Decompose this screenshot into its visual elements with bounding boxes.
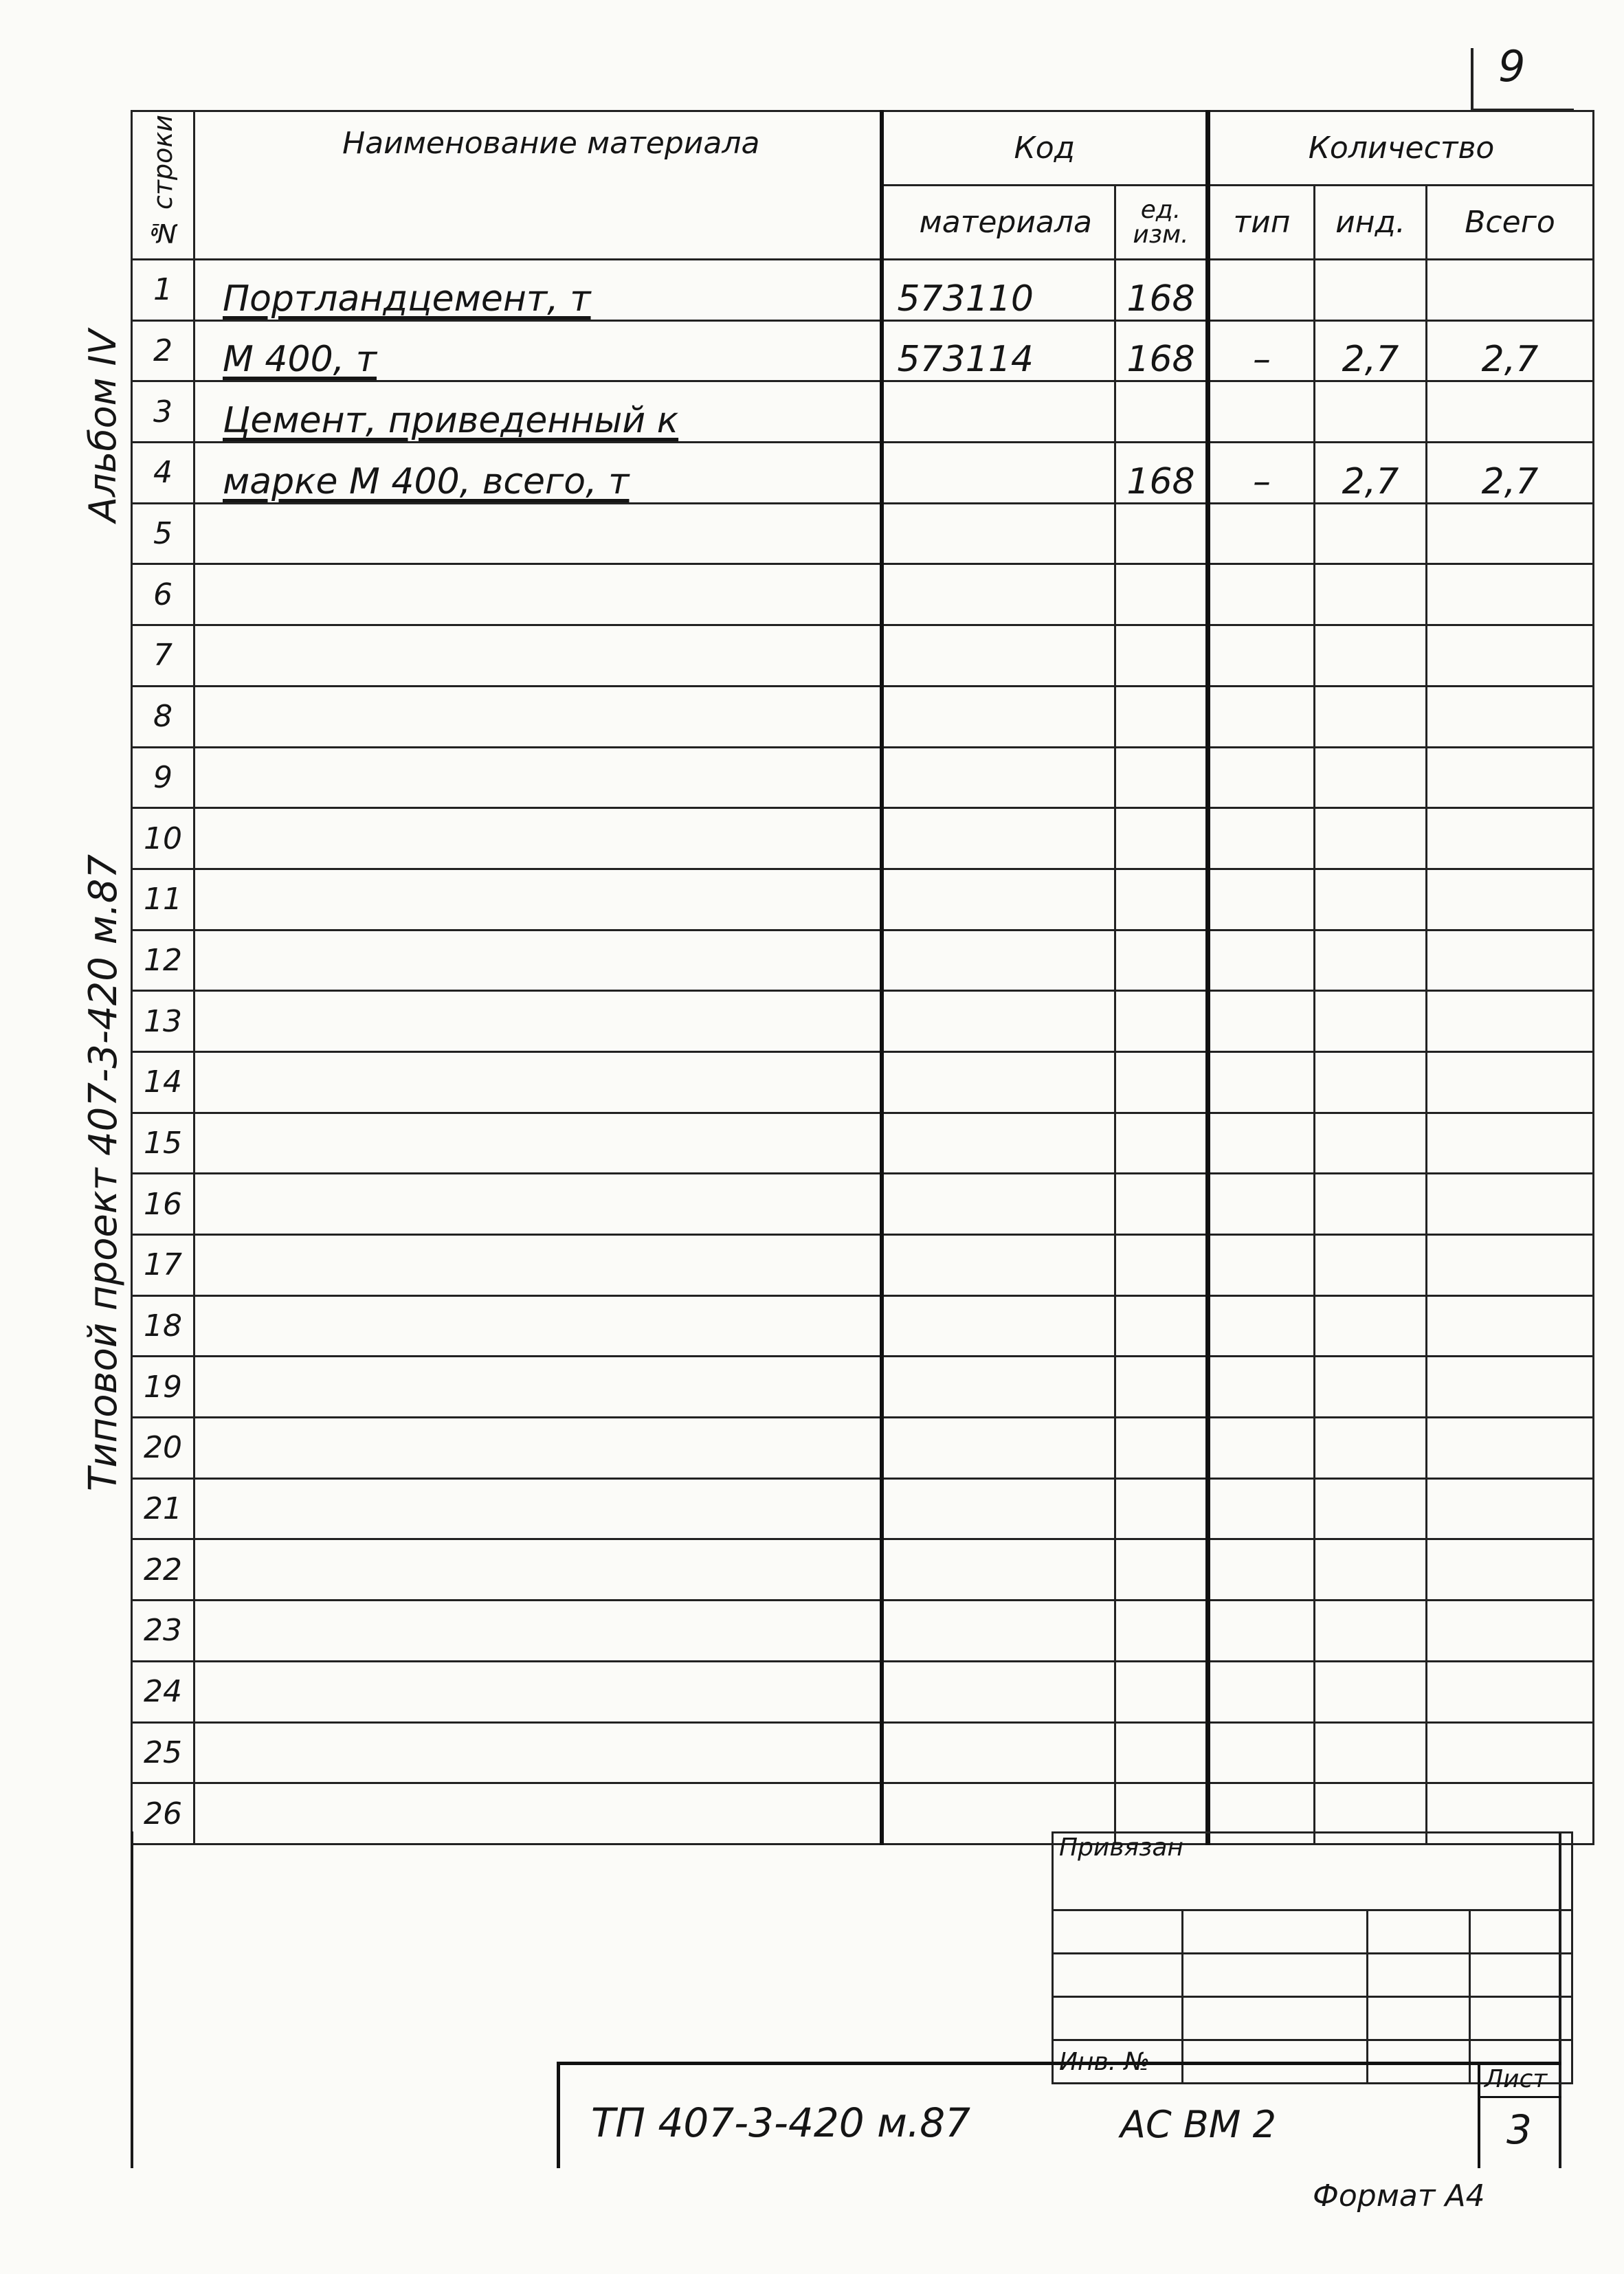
page-number-divider: [1471, 48, 1473, 110]
unit-code-cell: [1115, 1722, 1208, 1783]
qty-typ-cell: [1208, 381, 1315, 443]
row-number-cell: 12: [132, 930, 194, 991]
row-number-cell: 6: [132, 564, 194, 625]
qty-typ-cell: [1208, 930, 1315, 991]
table-row: [132, 443, 1594, 504]
qty-ind-cell: [1315, 747, 1427, 808]
material-code-cell: [882, 991, 1115, 1052]
material-code-cell: [882, 1113, 1115, 1174]
qty-typ-cell: –: [1208, 443, 1315, 504]
table-row: [132, 1418, 1594, 1479]
material-name-cell: [194, 1357, 882, 1418]
row-number-cell: 17: [132, 1235, 194, 1296]
row-number-cell: 19: [132, 1357, 194, 1418]
table-row: [132, 1174, 1594, 1235]
qty-ind-cell: [1315, 930, 1427, 991]
table-row: [132, 808, 1594, 869]
qty-total-cell: [1427, 1113, 1594, 1174]
material-name-cell: [194, 503, 882, 564]
qty-total-cell: 2,7: [1427, 320, 1594, 381]
unit-code-cell: [1115, 1601, 1208, 1662]
qty-ind-cell: [1315, 991, 1427, 1052]
project-caption: Типовой проект 407-3-420 м.87: [81, 854, 126, 1491]
table-row: [132, 686, 1594, 747]
qty-ind-cell: [1315, 1601, 1427, 1662]
materials-table: [131, 110, 1594, 1845]
qty-total-cell: [1427, 747, 1594, 808]
qty-ind-cell: [1315, 1295, 1427, 1357]
material-code-cell: [882, 1357, 1115, 1418]
header-row-number: № строки: [132, 111, 194, 260]
header-quantity-group: Количество: [1208, 111, 1594, 186]
material-name-cell: Цемент, приведенный к: [194, 381, 882, 443]
row-number-cell: 25: [132, 1722, 194, 1783]
material-code-cell: 573110: [882, 260, 1115, 321]
bound-label: Привязан: [1053, 1833, 1572, 1910]
qty-typ-cell: [1208, 1357, 1315, 1418]
table-row: [132, 747, 1594, 808]
qty-total-cell: [1427, 1051, 1594, 1113]
qty-ind-cell: [1315, 625, 1427, 687]
row-number-cell: 7: [132, 625, 194, 687]
qty-total-cell: [1427, 1357, 1594, 1418]
qty-ind-cell: [1315, 1357, 1427, 1418]
document-mark: АС ВМ 2: [1120, 2103, 1276, 2146]
qty-ind-cell: [1315, 381, 1427, 443]
table-row: [132, 381, 1594, 443]
unit-code-cell: [1115, 1478, 1208, 1539]
table-row: [132, 1295, 1594, 1357]
material-name-cell: [194, 1601, 882, 1662]
sheet-label: Лист: [1484, 2065, 1548, 2093]
qty-total-cell: 2,7: [1427, 443, 1594, 504]
table-row: [132, 260, 1594, 321]
material-code-cell: [882, 625, 1115, 687]
qty-total-cell: [1427, 503, 1594, 564]
row-number-cell: 21: [132, 1478, 194, 1539]
table-row: [132, 1051, 1594, 1113]
table-row: [132, 1235, 1594, 1296]
qty-ind-cell: [1315, 869, 1427, 930]
table-row: [132, 1113, 1594, 1174]
qty-typ-cell: [1208, 1539, 1315, 1601]
material-name-cell: [194, 1051, 882, 1113]
material-code-cell: [882, 1722, 1115, 1783]
qty-typ-cell: [1208, 808, 1315, 869]
qty-typ-cell: [1208, 1661, 1315, 1722]
table-row: [132, 869, 1594, 930]
document-code: ТП 407-3-420 м.87: [591, 2099, 971, 2146]
row-number-cell: 9: [132, 747, 194, 808]
material-code-cell: [882, 1418, 1115, 1479]
row-number-cell: 18: [132, 1295, 194, 1357]
header-code-material: материала: [882, 186, 1115, 260]
table-row: [132, 1722, 1594, 1783]
table-row: [132, 1601, 1594, 1662]
unit-code-cell: [1115, 1418, 1208, 1479]
qty-typ-cell: [1208, 625, 1315, 687]
qty-ind-cell: [1315, 1174, 1427, 1235]
album-caption: Альбом IV: [81, 329, 124, 522]
qty-typ-cell: [1208, 747, 1315, 808]
table-row: [132, 320, 1594, 381]
material-name-cell: [194, 808, 882, 869]
qty-ind-cell: [1315, 686, 1427, 747]
material-name-cell: [194, 1661, 882, 1722]
qty-total-cell: [1427, 1295, 1594, 1357]
unit-code-cell: [1115, 1051, 1208, 1113]
unit-code-cell: [1115, 686, 1208, 747]
table-row: [132, 564, 1594, 625]
header-material-name: Наименование материала: [194, 111, 882, 260]
qty-typ-cell: [1208, 991, 1315, 1052]
material-name-cell: [194, 1235, 882, 1296]
sheet-value: 3: [1506, 2106, 1532, 2153]
qty-typ-cell: [1208, 869, 1315, 930]
qty-ind-cell: 2,7: [1315, 443, 1427, 504]
qty-total-cell: [1427, 991, 1594, 1052]
material-name-cell: М 400, т: [194, 320, 882, 381]
row-number-cell: 23: [132, 1601, 194, 1662]
material-code-cell: [882, 1235, 1115, 1296]
material-code-cell: [882, 503, 1115, 564]
row-number-cell: 16: [132, 1174, 194, 1235]
qty-ind-cell: [1315, 1722, 1427, 1783]
table-row: [132, 930, 1594, 991]
unit-code-cell: [1115, 930, 1208, 991]
qty-ind-cell: [1315, 260, 1427, 321]
unit-code-cell: [1115, 564, 1208, 625]
qty-total-cell: [1427, 381, 1594, 443]
qty-typ-cell: [1208, 686, 1315, 747]
qty-ind-cell: [1315, 564, 1427, 625]
unit-code-cell: [1115, 747, 1208, 808]
material-code-cell: [882, 564, 1115, 625]
material-name-cell: [194, 1295, 882, 1357]
qty-typ-cell: [1208, 1722, 1315, 1783]
row-number-cell: 1: [132, 260, 194, 321]
qty-total-cell: [1427, 1722, 1594, 1783]
unit-code-cell: [1115, 869, 1208, 930]
qty-typ-cell: [1208, 503, 1315, 564]
material-code-cell: [882, 1051, 1115, 1113]
row-number-cell: 13: [132, 991, 194, 1052]
qty-ind-cell: [1315, 1235, 1427, 1296]
material-code-cell: 573114: [882, 320, 1115, 381]
sheet-box-divider: [1478, 2096, 1561, 2098]
row-number-cell: 2: [132, 320, 194, 381]
qty-total-cell: [1427, 1418, 1594, 1479]
header-code-unit: ед. изм.: [1115, 186, 1208, 260]
unit-code-cell: [1115, 1357, 1208, 1418]
unit-code-cell: [1115, 1295, 1208, 1357]
table-row: [132, 1539, 1594, 1601]
unit-code-cell: [1115, 1661, 1208, 1722]
unit-code-cell: [1115, 503, 1208, 564]
row-number-cell: 26: [132, 1783, 194, 1844]
qty-total-cell: [1427, 869, 1594, 930]
material-code-cell: [882, 1478, 1115, 1539]
table-row: [132, 503, 1594, 564]
qty-ind-cell: [1315, 1478, 1427, 1539]
qty-total-cell: [1427, 1601, 1594, 1662]
qty-typ-cell: [1208, 1601, 1315, 1662]
material-name-cell: [194, 1722, 882, 1783]
qty-ind-cell: [1315, 808, 1427, 869]
material-name-cell: [194, 930, 882, 991]
material-name-cell: [194, 869, 882, 930]
page-number: 9: [1498, 41, 1526, 91]
material-code-cell: [882, 686, 1115, 747]
qty-typ-cell: [1208, 1051, 1315, 1113]
material-code-cell: [882, 443, 1115, 504]
qty-total-cell: [1427, 260, 1594, 321]
qty-typ-cell: [1208, 1174, 1315, 1235]
material-code-cell: [882, 381, 1115, 443]
qty-typ-cell: [1208, 1113, 1315, 1174]
table-body: [132, 260, 1594, 1844]
row-number-cell: 14: [132, 1051, 194, 1113]
row-number-cell: 3: [132, 381, 194, 443]
qty-total-cell: [1427, 1478, 1594, 1539]
material-name-cell: [194, 1418, 882, 1479]
table-row: [132, 991, 1594, 1052]
row-number-cell: 5: [132, 503, 194, 564]
unit-code-cell: [1115, 1174, 1208, 1235]
qty-typ-cell: –: [1208, 320, 1315, 381]
unit-code-cell: [1115, 1539, 1208, 1601]
unit-code-cell: [1115, 625, 1208, 687]
qty-typ-cell: [1208, 564, 1315, 625]
material-name-cell: [194, 564, 882, 625]
row-number-cell: 11: [132, 869, 194, 930]
material-code-cell: [882, 1295, 1115, 1357]
inv-number-label: Инв. №: [1053, 2040, 1183, 2084]
material-code-cell: [882, 747, 1115, 808]
qty-typ-cell: [1208, 1235, 1315, 1296]
qty-total-cell: [1427, 625, 1594, 687]
qty-ind-cell: [1315, 1113, 1427, 1174]
material-name-cell: [194, 747, 882, 808]
unit-code-cell: 168: [1115, 320, 1208, 381]
qty-ind-cell: [1315, 1418, 1427, 1479]
material-name-cell: [194, 1539, 882, 1601]
row-number-cell: 10: [132, 808, 194, 869]
material-code-cell: [882, 930, 1115, 991]
qty-total-cell: [1427, 1235, 1594, 1296]
table-row: [132, 1478, 1594, 1539]
table-row: [132, 1661, 1594, 1722]
row-number-cell: 22: [132, 1539, 194, 1601]
material-name-cell: [194, 686, 882, 747]
material-name-cell: [194, 1478, 882, 1539]
qty-typ-cell: [1208, 1478, 1315, 1539]
header-qty-total: Всего: [1427, 186, 1594, 260]
unit-code-cell: 168: [1115, 443, 1208, 504]
unit-code-cell: [1115, 1113, 1208, 1174]
unit-code-cell: [1115, 991, 1208, 1052]
material-name-cell: марке М 400, всего, т: [194, 443, 882, 504]
qty-total-cell: [1427, 564, 1594, 625]
qty-total-cell: [1427, 1174, 1594, 1235]
material-name-cell: [194, 991, 882, 1052]
material-code-cell: [882, 1539, 1115, 1601]
header-qty-ind: инд.: [1315, 186, 1427, 260]
qty-total-cell: [1427, 1661, 1594, 1722]
material-name-cell: [194, 625, 882, 687]
header-code-group: Код: [882, 111, 1208, 186]
material-code-cell: [882, 1661, 1115, 1722]
material-name-cell: [194, 1174, 882, 1235]
unit-code-cell: [1115, 1235, 1208, 1296]
row-number-cell: 24: [132, 1661, 194, 1722]
qty-total-cell: [1427, 1539, 1594, 1601]
material-name-cell: [194, 1113, 882, 1174]
table-row: [132, 1357, 1594, 1418]
row-number-cell: 20: [132, 1418, 194, 1479]
material-code-cell: [882, 1601, 1115, 1662]
qty-typ-cell: [1208, 1418, 1315, 1479]
unit-code-cell: 168: [1115, 260, 1208, 321]
format-label: Формат А4: [1313, 2178, 1485, 2214]
material-name-cell: Портландцемент, т: [194, 260, 882, 321]
unit-code-cell: [1115, 381, 1208, 443]
qty-ind-cell: 2,7: [1315, 320, 1427, 381]
qty-ind-cell: [1315, 503, 1427, 564]
material-code-cell: [882, 808, 1115, 869]
qty-ind-cell: [1315, 1661, 1427, 1722]
qty-total-cell: [1427, 808, 1594, 869]
qty-total-cell: [1427, 930, 1594, 991]
qty-ind-cell: [1315, 1539, 1427, 1601]
table-row: [132, 625, 1594, 687]
qty-ind-cell: [1315, 1051, 1427, 1113]
row-number-cell: 8: [132, 686, 194, 747]
material-code-cell: [882, 1174, 1115, 1235]
binding-grid: [1052, 1831, 1573, 2084]
header-qty-typ: тип: [1208, 186, 1315, 260]
qty-typ-cell: [1208, 1295, 1315, 1357]
qty-total-cell: [1427, 686, 1594, 747]
material-code-cell: [882, 869, 1115, 930]
row-number-cell: 15: [132, 1113, 194, 1174]
unit-code-cell: [1115, 808, 1208, 869]
row-number-cell: 4: [132, 443, 194, 504]
qty-typ-cell: [1208, 260, 1315, 321]
